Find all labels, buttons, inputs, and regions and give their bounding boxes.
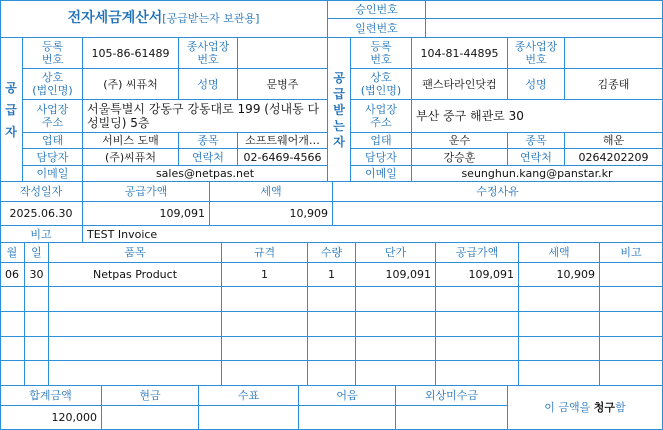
supplier-branch-value [238, 38, 328, 69]
supplier-reg-label: 등록 번호 [23, 38, 83, 69]
claim-word: 청구 [593, 401, 616, 414]
col-tax: 세액 [519, 243, 600, 263]
empty-cell [0, 312, 25, 337]
item-note [600, 263, 663, 287]
cash-value [102, 406, 199, 430]
item-supply: 109,091 [436, 263, 519, 287]
date-label: 작성일자 [0, 182, 83, 202]
supplier-branch-label: 종사업장 번호 [179, 38, 238, 69]
empty-cell [0, 361, 25, 386]
supply-amount-label: 공급가액 [83, 182, 210, 202]
empty-cell [49, 287, 222, 312]
item-name: Netpas Product [49, 263, 222, 287]
empty-cell [25, 287, 49, 312]
claim-suffix: 함 [615, 401, 626, 414]
bill-value [299, 406, 396, 430]
supply-amount-value: 109,091 [83, 202, 210, 226]
buyer-addr-label: 사업장 주소 [351, 100, 412, 133]
bill-label: 어음 [299, 386, 396, 406]
supplier-ceo-value: 문병주 [238, 69, 328, 100]
document-title [0, 0, 328, 38]
tax-amount-label: 세액 [210, 182, 333, 202]
empty-cell [356, 312, 436, 337]
serial-number-label: 일련번호 [328, 19, 426, 38]
buyer-email-value: seunghun.kang@panstar.kr [412, 166, 663, 182]
buyer-branch-label: 종사업장 번호 [508, 38, 565, 69]
buyer-item-label: 종목 [508, 133, 565, 149]
supplier-reg-value: 105-86-61489 [83, 38, 179, 69]
col-month: 월 [0, 243, 25, 263]
empty-cell [600, 312, 663, 337]
col-item: 품목 [49, 243, 222, 263]
supplier-item-label: 종목 [179, 133, 238, 149]
cash-label: 현금 [102, 386, 199, 406]
buyer-person-label: 담당자 [351, 149, 412, 166]
item-qty: 1 [308, 263, 356, 287]
buyer-ceo-value: 김종태 [565, 69, 663, 100]
empty-cell [600, 361, 663, 386]
empty-cell [222, 337, 308, 362]
empty-cell [49, 361, 222, 386]
title-main: 전자세금계산서 [67, 10, 163, 26]
buyer-phone-value: 0264202209 [565, 149, 663, 166]
buyer-item-value: 해운 [565, 133, 663, 149]
empty-cell [0, 337, 25, 362]
serial-number-value [426, 19, 663, 38]
empty-cell [600, 287, 663, 312]
empty-cell [308, 337, 356, 362]
buyer-addr-value: 부산 중구 해관로 30 [412, 100, 663, 133]
item-tax: 10,909 [519, 263, 600, 287]
supplier-name-label: 상호 (법인명) [23, 69, 83, 100]
item-price: 109,091 [356, 263, 436, 287]
empty-cell [0, 287, 25, 312]
col-day: 일 [25, 243, 49, 263]
empty-cell [436, 312, 519, 337]
claim-statement [508, 386, 663, 430]
buyer-email-label: 이메일 [351, 166, 412, 182]
note-value: TEST Invoice [83, 226, 663, 243]
empty-cell [519, 337, 600, 362]
empty-cell [308, 312, 356, 337]
buyer-phone-label: 연락처 [508, 149, 565, 166]
buyer-person-value: 강승훈 [412, 149, 508, 166]
buyer-branch-value [565, 38, 663, 69]
credit-label: 외상미수금 [396, 386, 508, 406]
empty-cell [436, 361, 519, 386]
check-label: 수표 [199, 386, 299, 406]
empty-cell [25, 337, 49, 362]
supplier-addr-label: 사업장 주소 [23, 100, 83, 133]
empty-cell [49, 312, 222, 337]
supplier-phone-label: 연락처 [179, 149, 238, 166]
empty-cell [519, 312, 600, 337]
supplier-biz-label: 업태 [23, 133, 83, 149]
buyer-name-value: 팬스타라인닷컴 [412, 69, 508, 100]
approval-number-value [426, 0, 663, 19]
supplier-phone-value: 02-6469-4566 [238, 149, 328, 166]
total-value: 120,000 [0, 406, 102, 430]
col-note: 비고 [600, 243, 663, 263]
supplier-side-label: 공 급 자 [0, 38, 23, 182]
empty-cell [222, 361, 308, 386]
item-day: 30 [25, 263, 49, 287]
supplier-ceo-label: 성명 [179, 69, 238, 100]
approval-number-label: 승인번호 [328, 0, 426, 19]
empty-cell [356, 287, 436, 312]
empty-cell [519, 287, 600, 312]
empty-cell [222, 287, 308, 312]
title-sub: [공급받는자 보관용] [162, 12, 260, 25]
empty-cell [308, 361, 356, 386]
reason-value [333, 202, 663, 226]
empty-cell [519, 361, 600, 386]
buyer-biz-label: 업태 [351, 133, 412, 149]
item-month: 06 [0, 263, 25, 287]
empty-cell [356, 361, 436, 386]
supplier-person-value: (주)씨퓨처 [83, 149, 179, 166]
credit-value [396, 406, 508, 430]
empty-cell [49, 337, 222, 362]
total-label: 합계금액 [0, 386, 102, 406]
buyer-ceo-label: 성명 [508, 69, 565, 100]
tax-amount-value: 10,909 [210, 202, 333, 226]
supplier-person-label: 담당자 [23, 149, 83, 166]
col-qty: 수량 [308, 243, 356, 263]
supplier-name-value: (주) 씨퓨처 [83, 69, 179, 100]
item-spec: 1 [222, 263, 308, 287]
buyer-biz-value: 운수 [412, 133, 508, 149]
buyer-side-label: 공 급 받 는 자 [328, 38, 351, 182]
check-value [199, 406, 299, 430]
empty-cell [436, 287, 519, 312]
col-spec: 규격 [222, 243, 308, 263]
supplier-item-value: 소프트웨어개… [238, 133, 328, 149]
supplier-email-value: sales@netpas.net [83, 166, 328, 182]
empty-cell [436, 337, 519, 362]
supplier-addr-value: 서울특별시 강동구 강동대로 199 (성내동 다성빌딩) 5층 [83, 100, 328, 133]
col-supply: 공급가액 [436, 243, 519, 263]
date-value: 2025.06.30 [0, 202, 83, 226]
col-price: 단가 [356, 243, 436, 263]
empty-cell [25, 361, 49, 386]
buyer-name-label: 상호 (법인명) [351, 69, 412, 100]
note-label: 비고 [0, 226, 83, 243]
empty-cell [222, 312, 308, 337]
reason-label: 수정사유 [333, 182, 663, 202]
buyer-reg-label: 등록 번호 [351, 38, 412, 69]
supplier-email-label: 이메일 [23, 166, 83, 182]
empty-cell [25, 312, 49, 337]
buyer-reg-value: 104-81-44895 [412, 38, 508, 69]
claim-prefix: 이 금액을 [544, 401, 594, 414]
supplier-biz-value: 서비스 도매 [83, 133, 179, 149]
empty-cell [356, 337, 436, 362]
empty-cell [600, 337, 663, 362]
empty-cell [308, 287, 356, 312]
